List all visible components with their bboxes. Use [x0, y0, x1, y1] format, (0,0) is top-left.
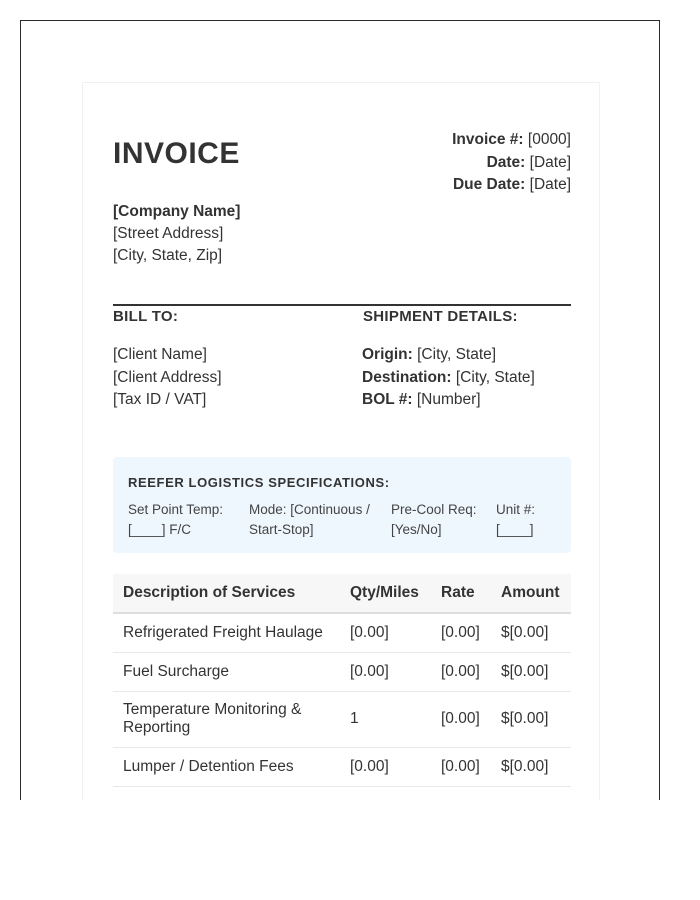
invoice-number-label: Invoice #:	[452, 131, 524, 148]
row-description: Fuel Surcharge	[113, 652, 340, 691]
services-table	[113, 574, 571, 787]
page-frame	[20, 20, 660, 800]
spec-value: [____]	[496, 522, 534, 537]
invoice-title: INVOICE	[113, 137, 240, 170]
row-amount: $[0.00]	[491, 747, 571, 786]
section-divider	[113, 304, 571, 306]
spec-mode	[249, 500, 387, 540]
destination-label: Destination:	[362, 368, 452, 386]
spec-value: Start-Stop]	[249, 522, 314, 537]
spec-unit-number	[496, 500, 566, 540]
spec-label: Unit #:	[496, 502, 536, 517]
client-tax-id: [Tax ID / VAT]	[113, 391, 207, 408]
reefer-specifications-title: REEFER LOGISTICS SPECIFICATIONS:	[128, 475, 390, 490]
row-qty: [0.00]	[340, 613, 431, 652]
destination-value: [City, State]	[455, 368, 535, 386]
row-amount: $[0.00]	[491, 652, 571, 691]
invoice-meta	[452, 129, 571, 197]
header-rate: Rate	[431, 574, 491, 613]
bill-to-heading: BILL TO:	[113, 308, 179, 325]
row-rate: [0.00]	[431, 652, 491, 691]
spec-label: Mode: [Continuous /	[249, 502, 370, 517]
reefer-specifications-box	[113, 457, 571, 553]
row-description: Lumper / Detention Fees	[113, 747, 340, 786]
company-name: [Company Name]	[113, 203, 241, 220]
invoice-date-line	[452, 152, 571, 175]
bill-to-block	[113, 344, 222, 412]
table-row	[113, 691, 571, 747]
spec-label: Pre-Cool Req:	[391, 502, 477, 517]
table-row	[113, 652, 571, 691]
invoice-due-date-label: Due Date:	[452, 176, 526, 193]
row-amount: $[0.00]	[491, 691, 571, 747]
spec-set-point-temp	[128, 500, 246, 540]
company-city: [City, State, Zip]	[113, 247, 223, 264]
invoice-due-date-value: [Date]	[529, 176, 571, 193]
services-table-body	[113, 613, 571, 786]
shipment-details-heading: SHIPMENT DETAILS:	[363, 308, 518, 325]
origin-label: Origin:	[362, 346, 413, 363]
bol-value: [Number]	[416, 391, 481, 408]
row-description: Temperature Monitoring & Reporting	[113, 691, 340, 747]
spec-value: [Yes/No]	[391, 522, 442, 537]
invoice-due-date-line	[452, 174, 571, 197]
services-table-header	[113, 574, 571, 613]
invoice-number-value: [0000]	[527, 131, 571, 148]
shipment-details-block	[362, 344, 535, 412]
client-address: [Client Address]	[113, 368, 222, 386]
table-row	[113, 747, 571, 786]
client-name: [Client Name]	[113, 346, 207, 363]
row-description: Refrigerated Freight Haulage	[113, 613, 340, 652]
header-amount: Amount	[491, 574, 571, 613]
spec-label: Set Point Temp:	[128, 502, 224, 517]
row-rate: [0.00]	[431, 691, 491, 747]
invoice-number-line	[452, 129, 571, 152]
header-row	[113, 574, 571, 613]
bol-label: BOL #:	[362, 391, 413, 408]
destination-line	[362, 367, 535, 390]
row-qty: 1	[340, 691, 431, 747]
invoice-date-label: Date:	[486, 153, 526, 171]
row-qty: [0.00]	[340, 747, 431, 786]
invoice-date-value: [Date]	[529, 153, 571, 171]
header-description: Description of Services	[113, 574, 340, 613]
origin-line	[362, 344, 535, 367]
row-rate: [0.00]	[431, 613, 491, 652]
bol-line	[362, 389, 535, 412]
company-block	[113, 201, 240, 267]
company-street: [Street Address]	[113, 225, 224, 242]
row-amount: $[0.00]	[491, 613, 571, 652]
spec-pre-cool	[391, 500, 491, 540]
header-qty-miles: Qty/Miles	[340, 574, 431, 613]
row-qty: [0.00]	[340, 652, 431, 691]
table-row	[113, 613, 571, 652]
invoice-sheet	[82, 82, 600, 800]
spec-value: [____] F/C	[128, 522, 192, 537]
origin-value: [City, State]	[417, 346, 497, 363]
row-rate: [0.00]	[431, 747, 491, 786]
